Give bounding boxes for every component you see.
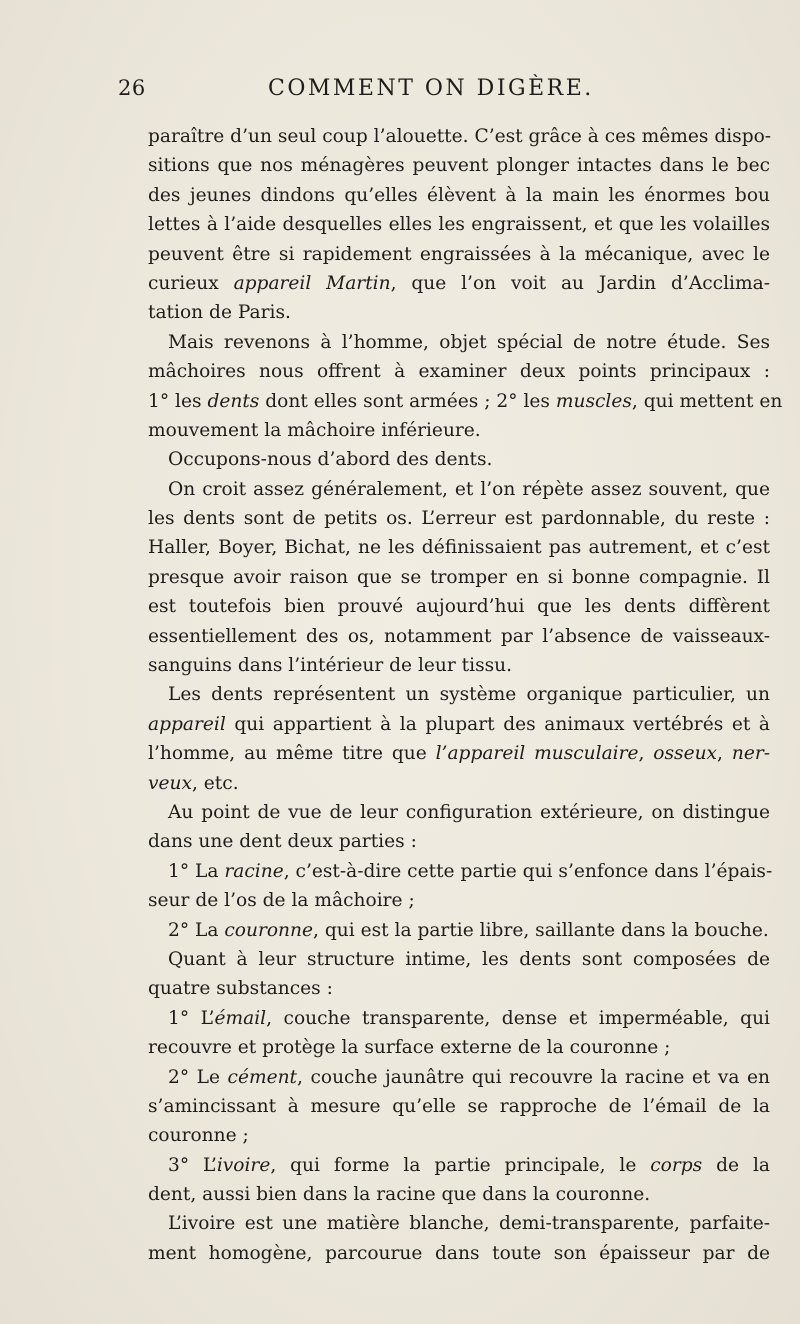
text-line	[148, 592, 770, 621]
text-line	[148, 1209, 770, 1238]
text-segment: 1° les	[148, 390, 208, 412]
italic-segment: osseux	[653, 743, 718, 765]
text-line	[148, 710, 770, 739]
text-segment: essentiellement des os, notamment par l’absence de vaisseaux-	[148, 625, 770, 647]
text-line	[148, 475, 770, 504]
text-segment: seur de l’os de la mâchoire ;	[148, 890, 415, 912]
italic-segment: racine	[224, 860, 284, 882]
text-segment: ,	[638, 743, 654, 765]
text-line	[148, 798, 770, 827]
text-segment: , qui est la partie libre, saillante dans la bouche.	[313, 919, 769, 941]
text-line	[148, 240, 770, 269]
text-segment: mâchoires nous offrent à examiner deux points principaux :	[148, 361, 770, 383]
text-line	[148, 445, 770, 474]
text-line	[148, 210, 770, 239]
text-line	[148, 857, 773, 886]
text-segment: lettes à l’aide desquelles elles les engraissent, et que les volailles	[148, 214, 770, 236]
text-line	[148, 1180, 770, 1209]
text-segment: paraître d’un seul coup l’alouette. C’est grâce à ces mêmes dispo-	[148, 126, 772, 147]
text-segment: couronne ;	[148, 1125, 249, 1147]
text-segment: Haller, Boyer, Bichat, ne les définissaient pas autrement, et c’est	[148, 537, 770, 559]
text-segment: 2° Le	[168, 1066, 228, 1088]
text-line	[148, 886, 770, 915]
text-line	[148, 680, 770, 709]
text-segment: mouvement la mâchoire inférieure.	[148, 419, 481, 441]
text-segment: peuvent être si rapidement engraissées à la mécanique, avec le	[148, 243, 770, 265]
body-text	[148, 122, 783, 1268]
text-segment: des jeunes dindons qu’elles élèvent à la main les énormes bou	[148, 184, 770, 206]
italic-segment: ivoire	[216, 1154, 271, 1176]
text-line	[148, 945, 770, 974]
text-line	[148, 151, 770, 180]
text-line	[148, 563, 770, 592]
text-line	[148, 827, 770, 856]
text-segment: sanguins dans l’intérieur de leur tissu.	[148, 655, 513, 677]
text-segment: , etc.	[191, 772, 239, 794]
text-segment: , que l’on voit au Jardin d’Acclima-	[390, 272, 770, 294]
text-line	[148, 1239, 770, 1268]
text-line	[148, 328, 770, 357]
italic-segment: l’appareil musculaire	[435, 743, 639, 765]
page-header	[118, 76, 728, 110]
text-line	[148, 916, 770, 945]
text-line	[148, 533, 770, 562]
text-line	[148, 269, 770, 298]
text-segment: , couche jaunâtre qui recouvre la racine et va en	[297, 1066, 770, 1088]
text-segment: 2° La	[168, 919, 225, 941]
text-line	[148, 1151, 770, 1180]
text-segment: dont elles sont armées ; 2° les	[259, 390, 556, 412]
text-line	[148, 1063, 770, 1092]
text-segment: , qui forme la partie principale, le	[270, 1154, 651, 1176]
text-segment: presque avoir raison que se tromper en si bonne compagnie. Il	[148, 566, 770, 588]
text-segment: Au point de vue de leur configuration extérieure, on distingue	[168, 801, 770, 823]
text-segment: , couche transparente, dense et imperméable, qui	[266, 1007, 770, 1029]
text-segment: , c’est-à-dire cette partie qui s’enfonce dans l’épais-	[283, 860, 773, 882]
italic-segment: dents	[207, 390, 260, 412]
text-line	[148, 1121, 770, 1150]
text-segment: dans une dent deux parties :	[148, 831, 417, 853]
italic-segment: ner-	[731, 743, 770, 765]
text-segment: dent, aussi bien dans la racine que dans la couronne.	[148, 1184, 651, 1206]
text-segment: s’amincissant à mesure qu’elle se rapproche de l’émail de la	[148, 1095, 770, 1117]
text-segment: Mais revenons à l’homme, objet spécial de notre étude. Ses	[168, 331, 770, 353]
text-line	[148, 622, 770, 651]
italic-segment: cément	[227, 1066, 298, 1088]
italic-segment: émail	[214, 1007, 267, 1029]
text-segment: recouvre et protège la surface externe de la couronne ;	[148, 1037, 671, 1059]
text-segment: 3° L’	[168, 1154, 217, 1176]
italic-segment: appareil	[148, 713, 226, 735]
text-segment: l’homme, au même titre que	[148, 743, 436, 765]
text-segment: Quant à leur structure intime, les dents sont composées de	[168, 948, 770, 970]
text-line	[148, 298, 770, 327]
text-segment: est toutefois bien prouvé aujourd’hui que les dents diffèrent	[148, 596, 770, 618]
text-segment: quatre substances :	[148, 978, 333, 1000]
text-segment: curieux	[148, 272, 234, 294]
text-segment: qui appartient à la plupart des animaux vertébrés et à	[225, 713, 770, 735]
text-line	[148, 357, 770, 386]
italic-segment: corps	[650, 1154, 703, 1176]
italic-segment: couronne	[224, 919, 314, 941]
text-line	[148, 504, 770, 533]
text-line	[148, 974, 770, 1003]
text-line	[148, 1033, 770, 1062]
text-segment: Les dents représentent un système organique particulier, un	[168, 684, 770, 706]
text-segment: sitions que nos ménagères peuvent plonger intactes dans le bec	[148, 155, 770, 177]
text-line	[148, 416, 770, 445]
text-segment: Occupons-nous d’abord des dents.	[168, 449, 493, 471]
text-segment: ,	[717, 743, 732, 765]
text-line	[148, 387, 783, 416]
text-segment: 1° La	[168, 860, 225, 882]
italic-segment: muscles	[555, 390, 632, 412]
italic-segment: veux	[148, 772, 192, 794]
text-segment: 1° L’	[168, 1007, 215, 1029]
text-segment: L’ivoire est une matière blanche, demi-transparente, parfaite-	[168, 1213, 770, 1235]
text-segment: tation de Paris.	[148, 302, 291, 324]
text-segment: de la	[702, 1154, 770, 1176]
text-line	[148, 1004, 770, 1033]
text-line	[148, 739, 770, 768]
text-line	[148, 1092, 770, 1121]
text-segment: On croit assez généralement, et l’on répète assez souvent, que	[168, 478, 770, 500]
text-segment: ment homogène, parcourue dans toute son épaisseur par de	[148, 1242, 770, 1264]
text-line	[148, 122, 770, 151]
page-number: 26	[118, 76, 146, 100]
text-line	[148, 651, 770, 680]
text-segment: les dents sont de petits os. L’erreur est pardonnable, du reste :	[148, 508, 770, 530]
running-title: COMMENT ON DIGÈRE.	[268, 76, 594, 101]
text-segment: , qui mettent en	[631, 390, 783, 412]
text-line	[148, 181, 770, 210]
text-line	[148, 769, 770, 798]
italic-segment: appareil Martin	[233, 272, 391, 294]
